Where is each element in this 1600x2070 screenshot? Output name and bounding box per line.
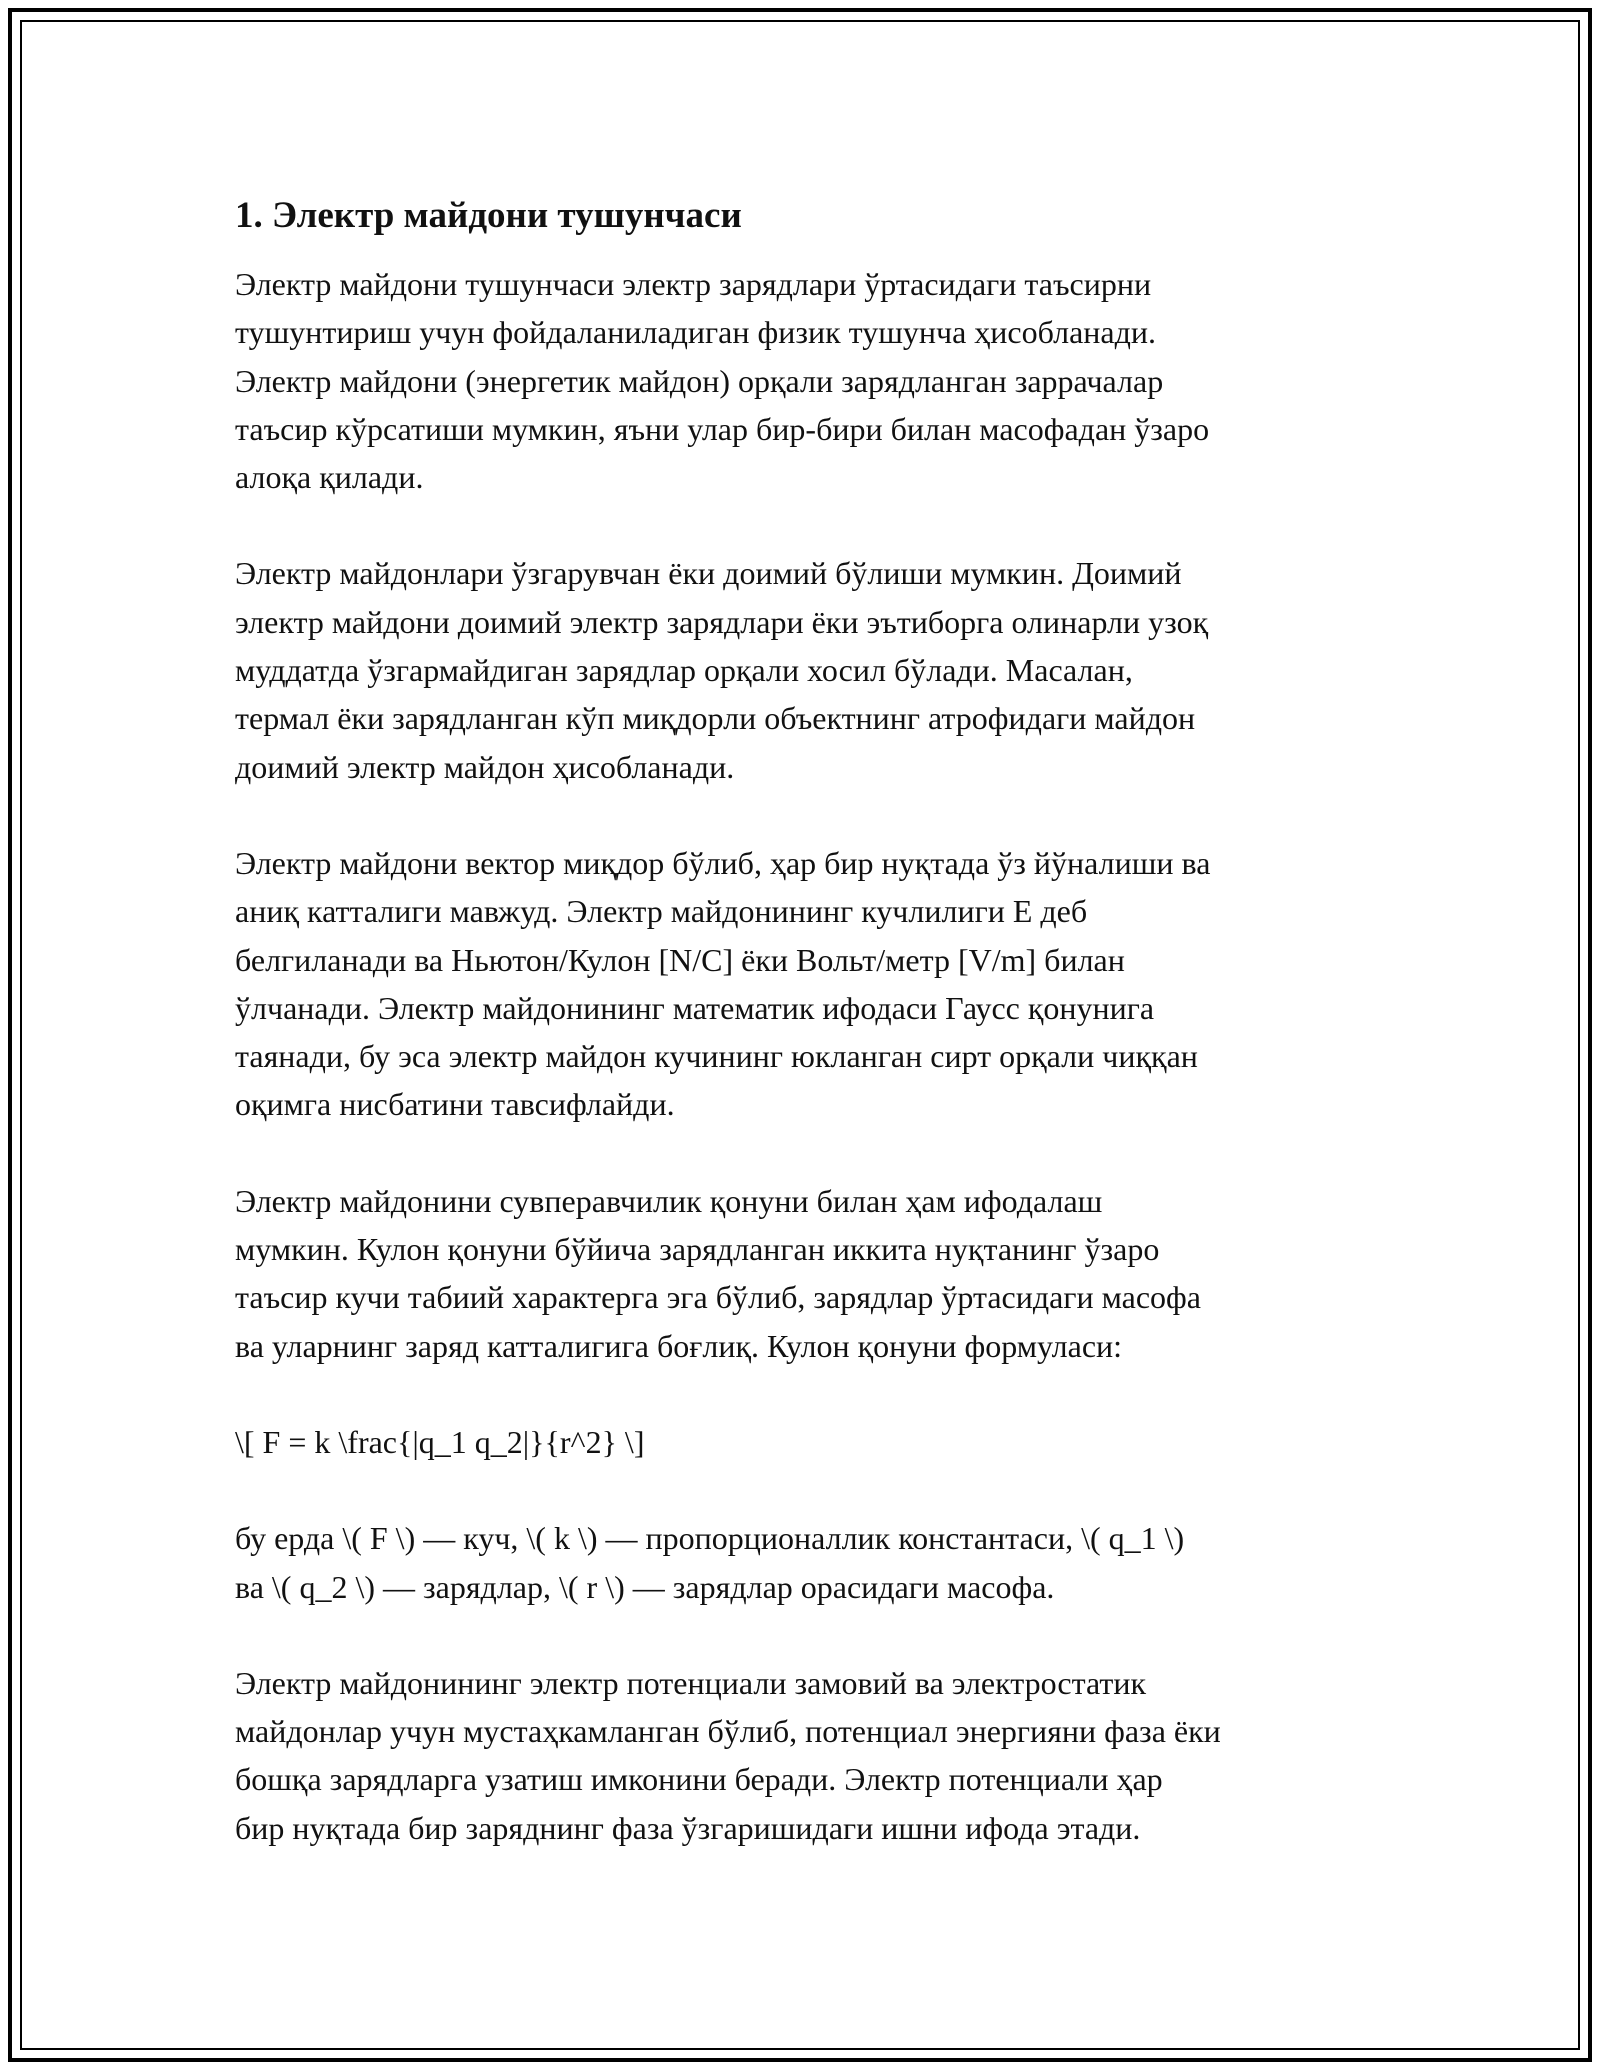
document-body: [235, 190, 1375, 1900]
paragraph-field-types: Электр майдонлари ўзгарувчан ёки доимий бўлиши мумкин. Доимий электр майдони доимий электр зарядлари ёки эътиборга олинарли узоқ муддатда ўзгармайдиган зарядлар орқали хосил бўлади. Масалан, термал ёки зарядланган кўп миқдорли объектнинг атрофидаги майдон доимий электр майдон ҳисобланади.: [235, 555, 1209, 785]
paragraph-electric-potential: Электр майдонининг электр потенциали замовий ва электростатик майдонлар учун мустаҳкамланган бўлиб, потенциал энергияни фаза ёки бошқа зарядларга узатиш имконини беради. Электр потенциали ҳар бир нуқтада бир заряднинг фаза ўзгаришидаги ишни ифода этади.: [235, 1664, 1221, 1846]
paragraph-vector-quantity: Электр майдони вектор миқдор бўлиб, ҳар бир нуқтада ўз йўналиши ва аниқ катталиги мавжуд. Электр майдонининг кучлилиги E деб белгиланади ва Ньютон/Кулон [N/C] ёки Вольт/метр [V/m] билан ўлчанади. Электр майдонининг математик ифодаси Гаусс қонунига таянади, бу эса электр майдон кучининг юкланган сирт орқали чиққан оқимга нисбатини тавсифлайди.: [235, 844, 1211, 1123]
paragraph-formula-legend: бу ерда \( F \) — куч, \( k \) — пропорционаллик константаси, \( q_1 \) ва \( q_2 \) — зарядлар, \( r \) — зарядлар орасидаги масофа.: [235, 1520, 1185, 1605]
section-heading: 1. Электр майдони тушунчаси: [235, 195, 742, 236]
formula-coulomb: \[ F = k \frac{|q_1 q_2|}{r^2} \]: [235, 1423, 645, 1460]
paragraph-coulomb-law: Электр майдонини сувперавчилик қонуни билан ҳам ифодалаш мумкин. Кулон қонуни бўйича зарядланган иккита нуқтанинг ўзаро таъсир кучи табиий характерга эга бўлиб, зарядлар ўртасидаги масофа ва уларнинг заряд катталигига боғлиқ. Кулон қонуни формуласи:: [235, 1182, 1201, 1364]
paragraph-intro: Электр майдони тушунчаси электр зарядлари ўртасидаги таъсирни тушунтириш учун фойдаланиладиган физик тушунча ҳисобланади. Электр майдони (энергетик майдон) орқали зарядланган заррачалар таъсир кўрсатиши мумкин, яъни улар бир-бири билан масофадан ўзаро алоқа қилади.: [235, 266, 1210, 496]
